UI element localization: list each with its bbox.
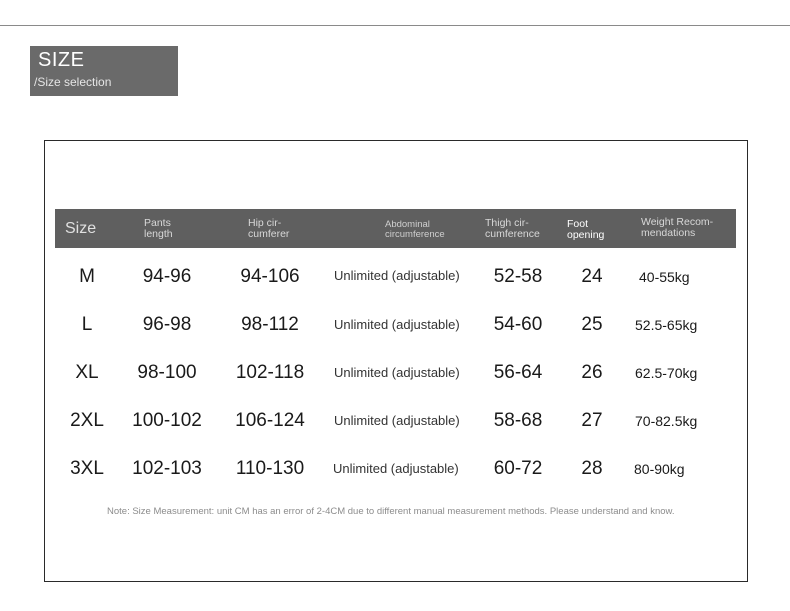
- header-abdominal: Abdominal circumference: [385, 219, 445, 240]
- cell-foot-opening: 28: [581, 458, 603, 479]
- cell-thigh: 60-72: [493, 458, 543, 479]
- cell-size: 2XL: [70, 410, 104, 431]
- cell-hip: 94-106: [240, 266, 300, 287]
- measurement-note: Note: Size Measurement: unit CM has an error of 2-4CM due to different manual measurement methods. Please understand and know.: [107, 506, 675, 517]
- cell-thigh: 52-58: [493, 266, 543, 287]
- cell-foot-opening: 24: [581, 266, 603, 287]
- top-divider: [0, 25, 790, 26]
- cell-pants-length: 94-96: [142, 266, 192, 287]
- cell-abdominal: Unlimited (adjustable): [334, 413, 460, 428]
- cell-foot-opening: 25: [581, 314, 603, 335]
- cell-hip: 110-130: [235, 458, 305, 479]
- cell-thigh: 58-68: [493, 410, 543, 431]
- cell-thigh: 54-60: [493, 314, 543, 335]
- cell-weight: 62.5-70kg: [635, 365, 698, 381]
- header-foot-opening: Foot opening: [567, 218, 605, 241]
- header-weight: Weight Recom- mendations: [641, 216, 714, 239]
- cell-foot-opening: 27: [581, 410, 603, 431]
- header-pants-length: Pants length: [144, 217, 173, 240]
- cell-pants-length: 102-103: [132, 458, 202, 479]
- cell-weight: 40-55kg: [639, 269, 690, 285]
- cell-abdominal: Unlimited (adjustable): [334, 365, 460, 380]
- cell-weight: 70-82.5kg: [635, 413, 698, 429]
- header-thigh: Thigh cir- cumference: [485, 217, 540, 240]
- cell-pants-length: 98-100: [137, 362, 197, 383]
- cell-abdominal: Unlimited (adjustable): [334, 317, 460, 332]
- cell-size: 3XL: [70, 458, 104, 479]
- cell-foot-opening: 26: [581, 362, 603, 383]
- section-title: SIZE: [38, 49, 85, 71]
- cell-hip: 106-124: [235, 410, 305, 431]
- cell-thigh: 56-64: [493, 362, 543, 383]
- header-size: Size: [65, 220, 97, 237]
- cell-weight: 52.5-65kg: [635, 317, 698, 333]
- size-section-badge: [30, 46, 178, 96]
- cell-pants-length: 96-98: [142, 314, 192, 335]
- cell-size: L: [81, 314, 93, 335]
- cell-hip: 102-118: [235, 362, 305, 383]
- cell-pants-length: 100-102: [132, 410, 202, 431]
- cell-abdominal: Unlimited (adjustable): [333, 461, 459, 476]
- cell-abdominal: Unlimited (adjustable): [334, 268, 460, 283]
- cell-size: XL: [75, 362, 99, 383]
- cell-size: M: [79, 266, 95, 287]
- cell-hip: 98-112: [241, 314, 299, 335]
- section-subtitle: /Size selection: [34, 75, 112, 89]
- cell-weight: 80-90kg: [634, 461, 685, 477]
- header-hip: Hip cir- cumferer: [248, 217, 290, 240]
